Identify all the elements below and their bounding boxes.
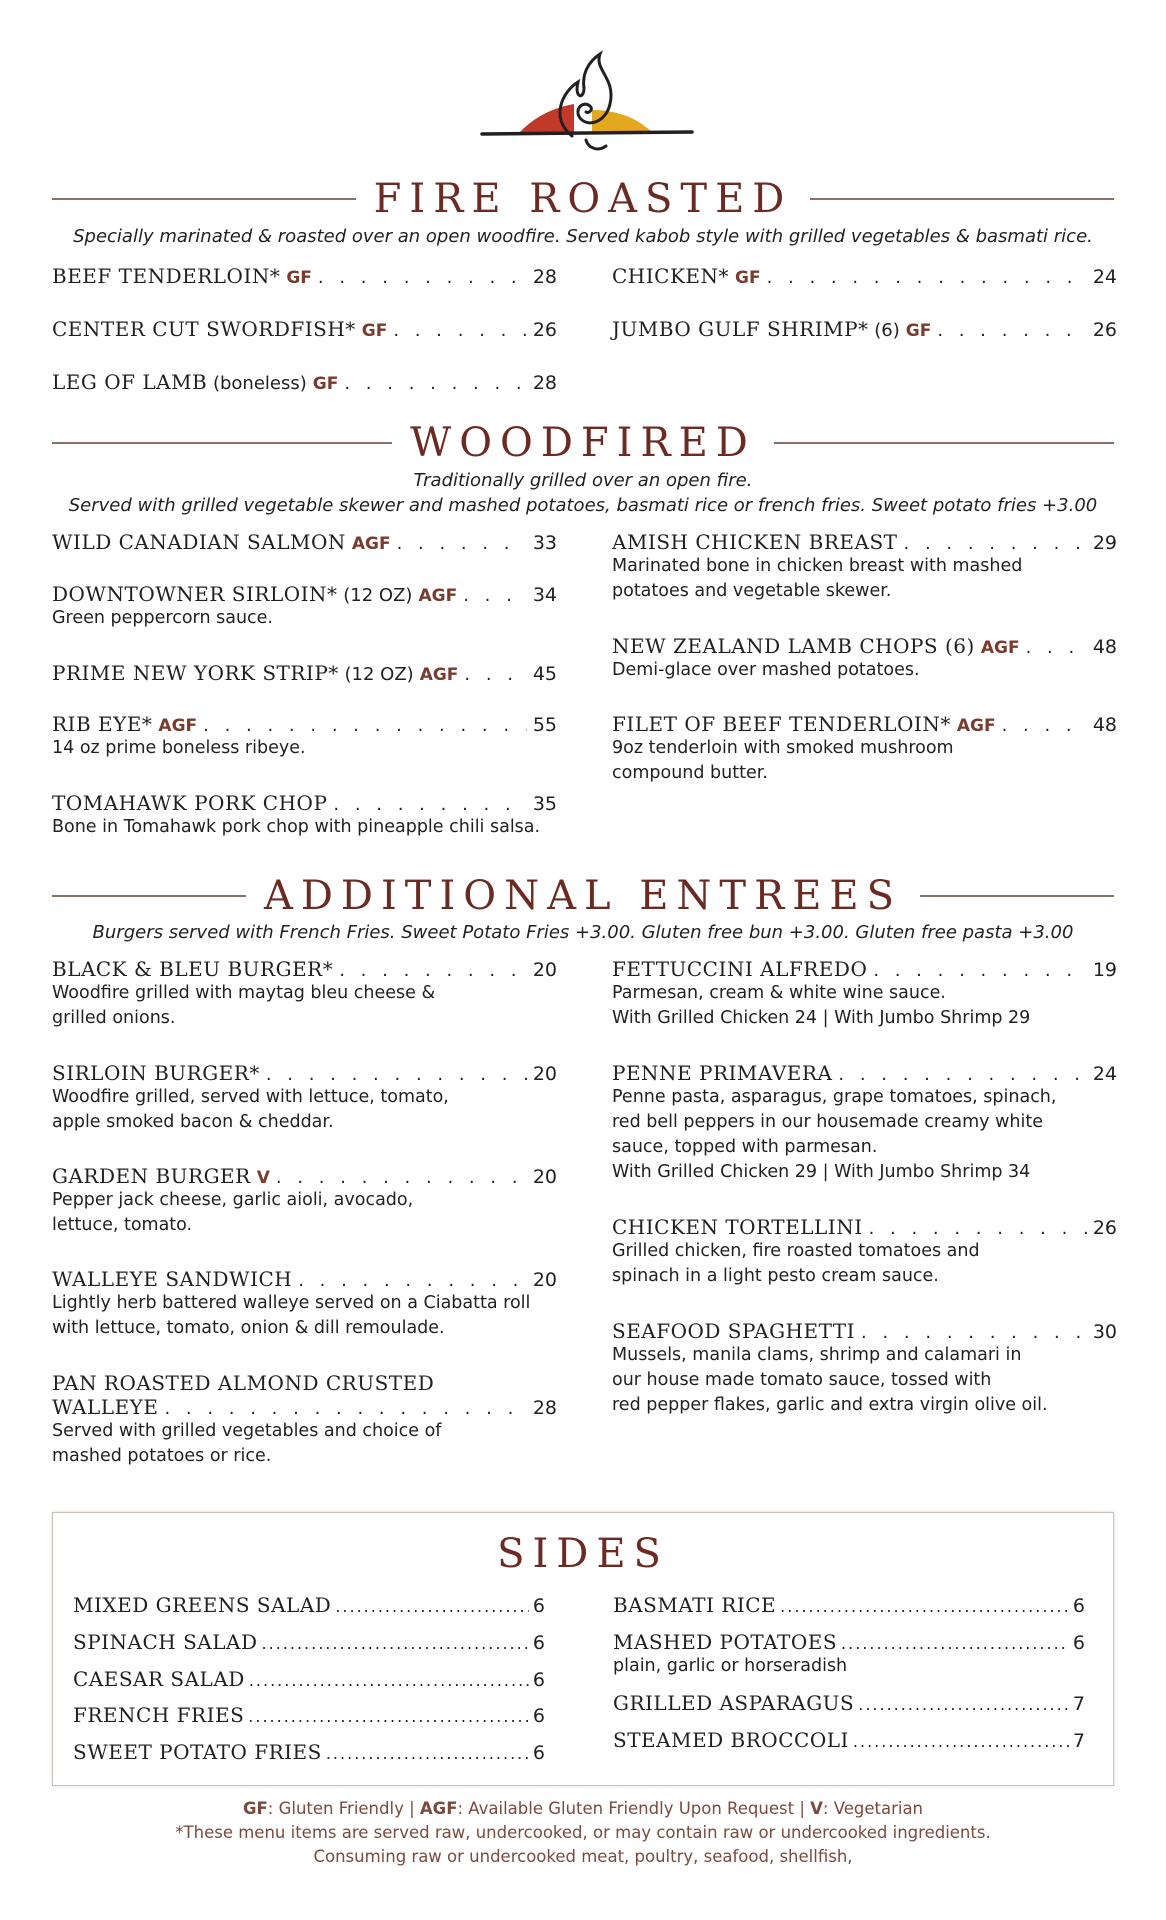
leader-dots <box>266 1064 527 1085</box>
item-description: Grilled chicken, fire roasted tomatoes and <box>612 1241 980 1261</box>
item-name: FRENCH FRIES <box>73 1703 245 1727</box>
item-price: 34 <box>532 584 557 606</box>
item-price: 20 <box>532 959 557 981</box>
leader-dots <box>248 1707 529 1726</box>
diet-tag: AGF <box>158 716 198 736</box>
divider <box>52 442 392 444</box>
leader-dots <box>861 1322 1087 1343</box>
item-price: 19 <box>1092 959 1117 981</box>
leader-dots <box>298 1270 527 1291</box>
side-item <box>73 1740 545 1764</box>
item-description: grilled onions. <box>52 1008 176 1028</box>
item-price: 30 <box>1092 1321 1117 1343</box>
section-title: ADDITIONAL ENTREES <box>263 873 903 919</box>
legend-line <box>0 1797 1166 1821</box>
side-item <box>73 1593 545 1617</box>
item-description: Bone in Tomahawk pork chop with pineapple chili salsa. <box>52 817 541 837</box>
item-name: BEEF TENDERLOIN* <box>52 264 281 288</box>
item-description: our house made tomato sauce, tossed with <box>612 1370 992 1390</box>
item-name: GARDEN BURGER <box>52 1164 251 1188</box>
item-name: PENNE PRIMAVERA <box>612 1061 833 1085</box>
item-price: 20 <box>532 1063 557 1085</box>
item-price: 48 <box>1092 636 1117 658</box>
item-price: 29 <box>1092 532 1117 554</box>
legend-v-text: : Vegetarian <box>822 1799 924 1818</box>
item-description: With Grilled Chicken 24 | With Jumbo Shrimp 29 <box>612 1008 1031 1028</box>
item-price: 6 <box>532 1669 545 1691</box>
item-description: spinach in a light pesto cream sauce. <box>612 1266 939 1286</box>
item-name: CENTER CUT SWORDFISH* <box>52 317 356 341</box>
item-price: 28 <box>532 1397 557 1419</box>
diet-tag: V <box>256 1168 270 1188</box>
item-name-text: JUMBO GULF SHRIMP* <box>612 317 869 341</box>
menu-item <box>52 1061 557 1135</box>
item-price: 35 <box>532 793 557 815</box>
item-price: 7 <box>1072 1693 1085 1715</box>
section-title: WOODFIRED <box>410 420 756 466</box>
item-name: BLACK & BLEU BURGER* <box>52 957 334 981</box>
diet-tag: AGF <box>418 586 458 606</box>
item-name: AMISH CHICKEN BREAST <box>612 530 898 554</box>
leader-dots <box>164 1398 526 1419</box>
disclaimer: *These menu items are served raw, undercooked, or may contain raw or undercooked ingredients. <box>175 1823 991 1842</box>
item-description: potatoes and vegetable skewer. <box>612 581 892 601</box>
item-name: FETTUCCINI ALFREDO <box>612 957 868 981</box>
section-title: FIRE ROASTED <box>373 176 793 222</box>
item-description: Served with grilled vegetables and choice of <box>52 1421 442 1441</box>
leader-dots <box>1002 715 1087 736</box>
legend-gf: GF <box>242 1799 268 1818</box>
item-name: TOMAHAWK PORK CHOP <box>52 791 328 815</box>
item-description: red bell peppers in our housemade creamy white <box>612 1112 1043 1132</box>
leader-dots <box>1026 637 1087 658</box>
diet-tag: GF <box>905 321 932 341</box>
side-item <box>73 1667 545 1691</box>
section-woodfired <box>52 420 1114 466</box>
menu-item <box>52 264 557 288</box>
item-price: 24 <box>1092 1063 1117 1085</box>
item-description: Woodfire grilled with maytag bleu cheese & <box>52 983 436 1003</box>
item-description: sauce, topped with parmesan. <box>612 1137 878 1157</box>
section-subtitle: Served with grilled vegetable skewer and mashed potatoes, basmati rice or french fries. Sweet potato fries +3.00 <box>68 495 1098 516</box>
side-item <box>73 1630 545 1654</box>
leader-dots <box>780 1597 1069 1616</box>
leader-dots <box>853 1732 1069 1751</box>
section-title: SIDES <box>497 1531 669 1577</box>
menu-item <box>612 634 1117 683</box>
leader-dots <box>262 1634 529 1653</box>
leader-dots <box>463 585 527 606</box>
item-name: WALLEYE SANDWICH <box>52 1267 293 1291</box>
item-description: mashed potatoes or rice. <box>52 1446 272 1466</box>
item-description: red pepper flakes, garlic and extra virgin olive oil. <box>612 1395 1048 1415</box>
menu-item <box>612 264 1117 288</box>
menu-item <box>52 661 557 685</box>
legend-gf-text: : Gluten Friendly | <box>267 1799 420 1818</box>
leader-dots <box>276 1167 527 1188</box>
menu-item <box>52 791 557 840</box>
item-description: Lightly herb battered walleye served on a Ciabatta roll <box>52 1293 531 1313</box>
disclaimer: Consuming raw or undercooked meat, poultry, seafood, shellfish, <box>313 1847 853 1866</box>
leader-dots <box>858 1695 1069 1714</box>
menu-item <box>52 317 557 341</box>
divider <box>920 895 1114 897</box>
item-description: with lettuce, tomato, onion & dill remoulade. <box>52 1318 445 1338</box>
diet-tag: GF <box>312 374 339 394</box>
divider <box>810 198 1114 200</box>
menu-item <box>612 1061 1117 1185</box>
item-qualifier: (6) <box>868 320 900 341</box>
side-item <box>613 1691 1085 1715</box>
divider <box>774 442 1114 444</box>
leader-dots <box>838 1064 1086 1085</box>
menu-item <box>52 1371 557 1469</box>
item-price: 6 <box>1072 1632 1085 1654</box>
item-name: SWEET POTATO FRIES <box>73 1740 322 1764</box>
leader-dots <box>393 320 526 341</box>
menu-item <box>612 957 1117 1031</box>
item-description: Green peppercorn sauce. <box>52 608 273 628</box>
diet-tag: AGF <box>419 665 459 685</box>
leader-dots <box>339 960 527 981</box>
leader-dots <box>335 1597 529 1616</box>
item-description: plain, garlic or horseradish <box>613 1656 848 1676</box>
diet-tag: AGF <box>956 716 996 736</box>
restaurant-logo <box>470 48 702 158</box>
diet-tag: GF <box>735 268 761 288</box>
diet-tag: GF <box>361 321 388 341</box>
menu-item <box>52 530 557 554</box>
menu-item <box>612 1215 1117 1289</box>
divider <box>52 198 356 200</box>
item-price: 26 <box>1092 319 1117 341</box>
item-qualifier: (12 OZ) <box>338 664 414 685</box>
item-name-text: LEG OF LAMB <box>52 370 208 394</box>
legend-v: V <box>810 1799 823 1818</box>
menu-item <box>52 582 557 631</box>
leader-dots <box>841 1634 1069 1653</box>
item-name: SEAFOOD SPAGHETTI <box>612 1319 856 1343</box>
item-price: 20 <box>532 1166 557 1188</box>
item-description: Woodfire grilled, served with lettuce, tomato, <box>52 1087 449 1107</box>
item-name: SPINACH SALAD <box>73 1630 258 1654</box>
menu-item <box>52 712 557 761</box>
item-price: 6 <box>532 1595 545 1617</box>
menu-item <box>612 712 1117 786</box>
menu-item <box>52 1164 557 1238</box>
flame-curl-icon <box>586 140 606 149</box>
item-description: Marinated bone in chicken breast with mashed <box>612 556 1023 576</box>
side-item <box>613 1593 1085 1617</box>
item-name-text: DOWNTOWNER SIRLOIN* <box>52 582 338 606</box>
item-name: CAESAR SALAD <box>73 1667 245 1691</box>
leader-dots <box>869 1218 1087 1239</box>
item-name: PAN ROASTED ALMOND CRUSTED <box>52 1371 435 1395</box>
item-name <box>52 661 414 685</box>
item-price: 28 <box>532 372 557 394</box>
item-description: lettuce, tomato. <box>52 1215 193 1235</box>
leader-dots <box>318 267 527 288</box>
item-name: CHICKEN TORTELLINI <box>612 1215 863 1239</box>
item-price: 24 <box>1092 266 1117 288</box>
menu-item <box>612 1319 1117 1418</box>
item-price: 6 <box>532 1705 545 1727</box>
item-price: 7 <box>1072 1730 1085 1752</box>
item-name: WALLEYE <box>52 1395 159 1419</box>
item-description: 9oz tenderloin with smoked mushroom <box>612 738 954 758</box>
leader-dots <box>203 715 527 736</box>
item-qualifier: (boneless) <box>207 373 307 394</box>
item-name: FILET OF BEEF TENDERLOIN* <box>612 712 951 736</box>
item-description: compound butter. <box>612 763 768 783</box>
side-item <box>613 1728 1085 1752</box>
item-price: 48 <box>1092 714 1117 736</box>
item-name <box>52 582 412 606</box>
item-price: 45 <box>532 663 557 685</box>
item-price: 6 <box>532 1742 545 1764</box>
side-item <box>613 1630 1085 1678</box>
leader-dots <box>397 533 527 554</box>
item-name: WILD CANADIAN SALMON <box>52 530 346 554</box>
item-description: Parmesan, cream & white wine sauce. <box>612 983 946 1003</box>
item-price: 26 <box>1092 1217 1117 1239</box>
diet-tag: GF <box>286 268 312 288</box>
item-price: 6 <box>532 1632 545 1654</box>
leader-dots <box>767 267 1087 288</box>
section-subtitle: Traditionally grilled over an open fire. <box>413 470 753 491</box>
leader-dots <box>344 373 526 394</box>
leader-dots <box>904 533 1087 554</box>
item-name: SIRLOIN BURGER* <box>52 1061 260 1085</box>
item-description: apple smoked bacon & cheddar. <box>52 1112 334 1132</box>
item-description: Penne pasta, asparagus, grape tomatoes, spinach, <box>612 1087 1057 1107</box>
menu-item <box>612 317 1117 341</box>
side-item <box>73 1703 545 1727</box>
leader-dots <box>333 794 526 815</box>
leader-dots <box>326 1744 529 1763</box>
item-name: MIXED GREENS SALAD <box>73 1593 332 1617</box>
leader-dots <box>249 1671 529 1690</box>
menu-item <box>612 530 1117 604</box>
menu-item <box>52 957 557 1031</box>
diet-tag: AGF <box>980 638 1020 658</box>
item-name: STEAMED BROCCOLI <box>613 1728 849 1752</box>
item-name-text: PRIME NEW YORK STRIP* <box>52 661 339 685</box>
item-name: RIB EYE* <box>52 712 153 736</box>
item-price: 55 <box>532 714 557 736</box>
item-name: GRILLED ASPARAGUS <box>613 1691 855 1715</box>
flame-gold-icon <box>592 110 654 134</box>
item-description: Demi-glace over mashed potatoes. <box>612 660 920 680</box>
leader-dots <box>937 320 1086 341</box>
item-qualifier: (12 OZ) <box>337 585 413 606</box>
item-price: 28 <box>532 266 557 288</box>
legend-agf-text: : Available Gluten Friendly Upon Request | <box>457 1799 811 1818</box>
diet-tag: AGF <box>351 534 391 554</box>
leader-dots <box>873 960 1086 981</box>
item-name: MASHED POTATOES <box>613 1630 838 1654</box>
menu-item <box>52 1267 557 1341</box>
item-name <box>612 317 900 341</box>
section-subtitle: Specially marinated & roasted over an open woodfire. Served kabob style with grilled vegetables & basmati rice. <box>73 226 1093 247</box>
item-price: 33 <box>532 532 557 554</box>
section-subtitle: Burgers served with French Fries. Sweet Potato Fries +3.00. Gluten free bun +3.00. Gluten free pasta +3.00 <box>92 922 1074 943</box>
item-price: 6 <box>1072 1595 1085 1617</box>
legend-agf: AGF <box>419 1799 458 1818</box>
section-additional-entrees <box>52 873 1114 919</box>
item-name: BASMATI RICE <box>613 1593 777 1617</box>
item-description: Pepper jack cheese, garlic aioli, avocado, <box>52 1190 414 1210</box>
item-name: NEW ZEALAND LAMB CHOPS (6) <box>612 634 975 658</box>
section-fire-roasted <box>52 176 1114 222</box>
leader-dots <box>464 664 526 685</box>
sides-panel <box>52 1512 1114 1786</box>
item-name <box>52 370 307 394</box>
item-price: 26 <box>532 319 557 341</box>
divider <box>52 895 246 897</box>
item-price: 20 <box>532 1269 557 1291</box>
item-description: 14 oz prime boneless ribeye. <box>52 738 306 758</box>
menu-item <box>52 370 557 394</box>
item-description: With Grilled Chicken 29 | With Jumbo Shrimp 34 <box>612 1162 1031 1182</box>
horizon-line <box>482 132 692 134</box>
item-name: CHICKEN* <box>612 264 729 288</box>
item-description: Mussels, manila clams, shrimp and calamari in <box>612 1345 1022 1365</box>
